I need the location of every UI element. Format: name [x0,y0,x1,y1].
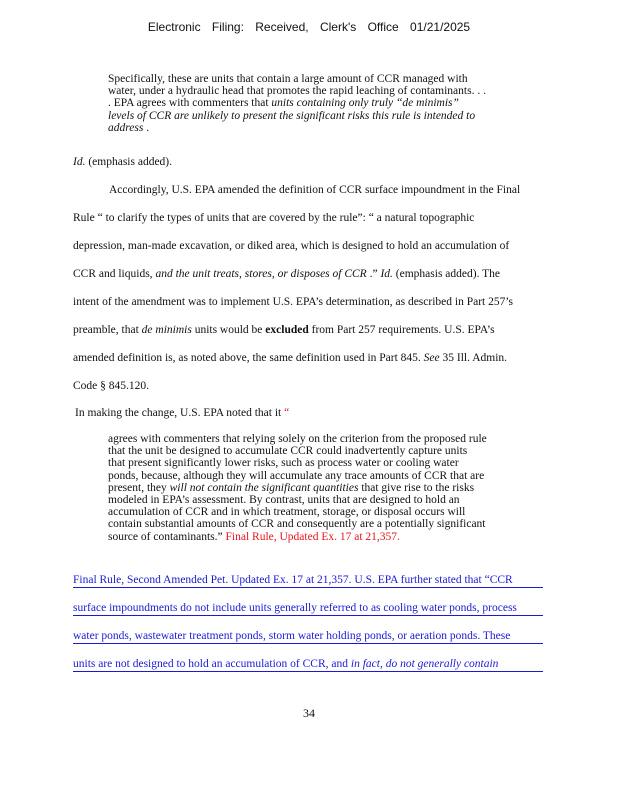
paragraph-line [73,352,543,364]
quote-line: accumulation of CCR and in which treatment, storage, or disposal occurs will [108,506,466,519]
paragraph-line: Accordingly, U.S. EPA amended the definition of CCR surface impoundment in the Final [109,184,521,196]
block-quote-1 [108,73,506,134]
block-quote-2 [108,433,506,543]
emphasis: de minimis [141,324,192,336]
text: source of contaminants.” [108,530,226,543]
citation-id: Id. [380,268,393,280]
quote-line: agrees with commenters that relying solely on the criterion from the proposed rule [108,433,487,445]
inserted-line: water ponds, wastewater treatment ponds, storm water holding ponds, or aeration ponds. These [73,630,543,644]
text: In making the change, U.S. EPA noted that it [75,407,285,419]
paragraph-line: intent of the amendment was to implement U.S. EPA’s determination, as described in Part 257’s [73,296,514,308]
quote-intro [75,407,545,419]
emphasis: in fact, do not generally contain [350,658,499,670]
text: present, they [108,481,170,494]
text: amended definition is, as noted above, the same definition used in Part 845. [73,352,424,364]
paragraph-line: depression, man-made excavation, or diked area, which is designed to hold an accumulation of [73,240,510,252]
quote-line: that the unit be designed to accumulate CCR could inadvertently capture units [108,445,468,458]
quote-emphasis: address [108,121,144,134]
citation-id: Id. [73,156,86,168]
text: that give rise to the risks [358,481,475,494]
filing-header: Electronic Filing: Received, Clerk's Office 01/21/2025 [147,20,471,34]
quote-text: . [143,121,150,134]
bold-term: excluded [265,324,309,336]
quote-line: ponds, because, although they will accumulate any trace amounts of CCR that are [108,469,485,482]
text: preamble, that [73,324,142,336]
text: (emphasis added). The [392,268,501,280]
text: units would be [191,324,266,336]
text: CCR and liquids, [73,268,156,280]
text: .” [366,268,381,280]
open-quote: “ [284,407,290,419]
signal-see: See [423,352,440,364]
quote-emphasis: units containing only truly ‘‘de minimis” [271,97,459,110]
paragraph-line [73,268,543,280]
text: 35 Ill. Admin. [439,352,508,364]
text: units are not designed to hold an accumulation of CCR, and [73,658,351,670]
paragraph-line: Rule “ to clarify the types of units that are covered by the rule”: “ a natural topographic [73,212,475,224]
inserted-citation: Final Rule, Updated Ex. 17 at 21,357. [225,530,400,543]
inserted-line: surface impoundments do not include units generally referred to as cooling water ponds, process [73,602,543,616]
emphasis: and the unit treats, stores, or disposes of CCR [155,268,367,280]
text: from Part 257 requirements. U.S. EPA’s [308,324,495,336]
quote-emphasis: levels of CCR are unlikely to present the significant risks this rule is intended to [108,109,476,122]
quote-line [108,482,506,494]
quote-line: water, under a hydraulic head that promotes the rapid leaching of contaminants. . . [108,85,486,98]
paragraph-line [73,324,543,336]
quote-line [108,97,506,109]
quote-emphasis: will not contain the significant quantities [169,481,359,494]
quote-line: that present significantly lower risks, such as process water or cooling water [108,457,459,470]
quote-text: . EPA agrees with commenters that [108,97,272,110]
citation-text: (emphasis added). [85,156,173,168]
quote-line: modeled in EPA’s assessment. By contrast, units that are designed to hold an [108,494,460,507]
paragraph-line: Code § 845.120. [73,380,150,392]
page-number: 34 [303,706,315,720]
quote-line [108,531,506,543]
inserted-line: Final Rule, Second Amended Pet. Updated Ex. 17 at 21,357. U.S. EPA further stated that “CCR [73,574,543,588]
quote-line: contain substantial amounts of CCR and consequently are a potentially significant [108,518,486,531]
inserted-line [73,658,543,672]
citation-line [73,156,543,168]
quote-line [108,122,506,134]
quote-line: Specifically, these are units that contain a large amount of CCR managed with [108,73,468,85]
